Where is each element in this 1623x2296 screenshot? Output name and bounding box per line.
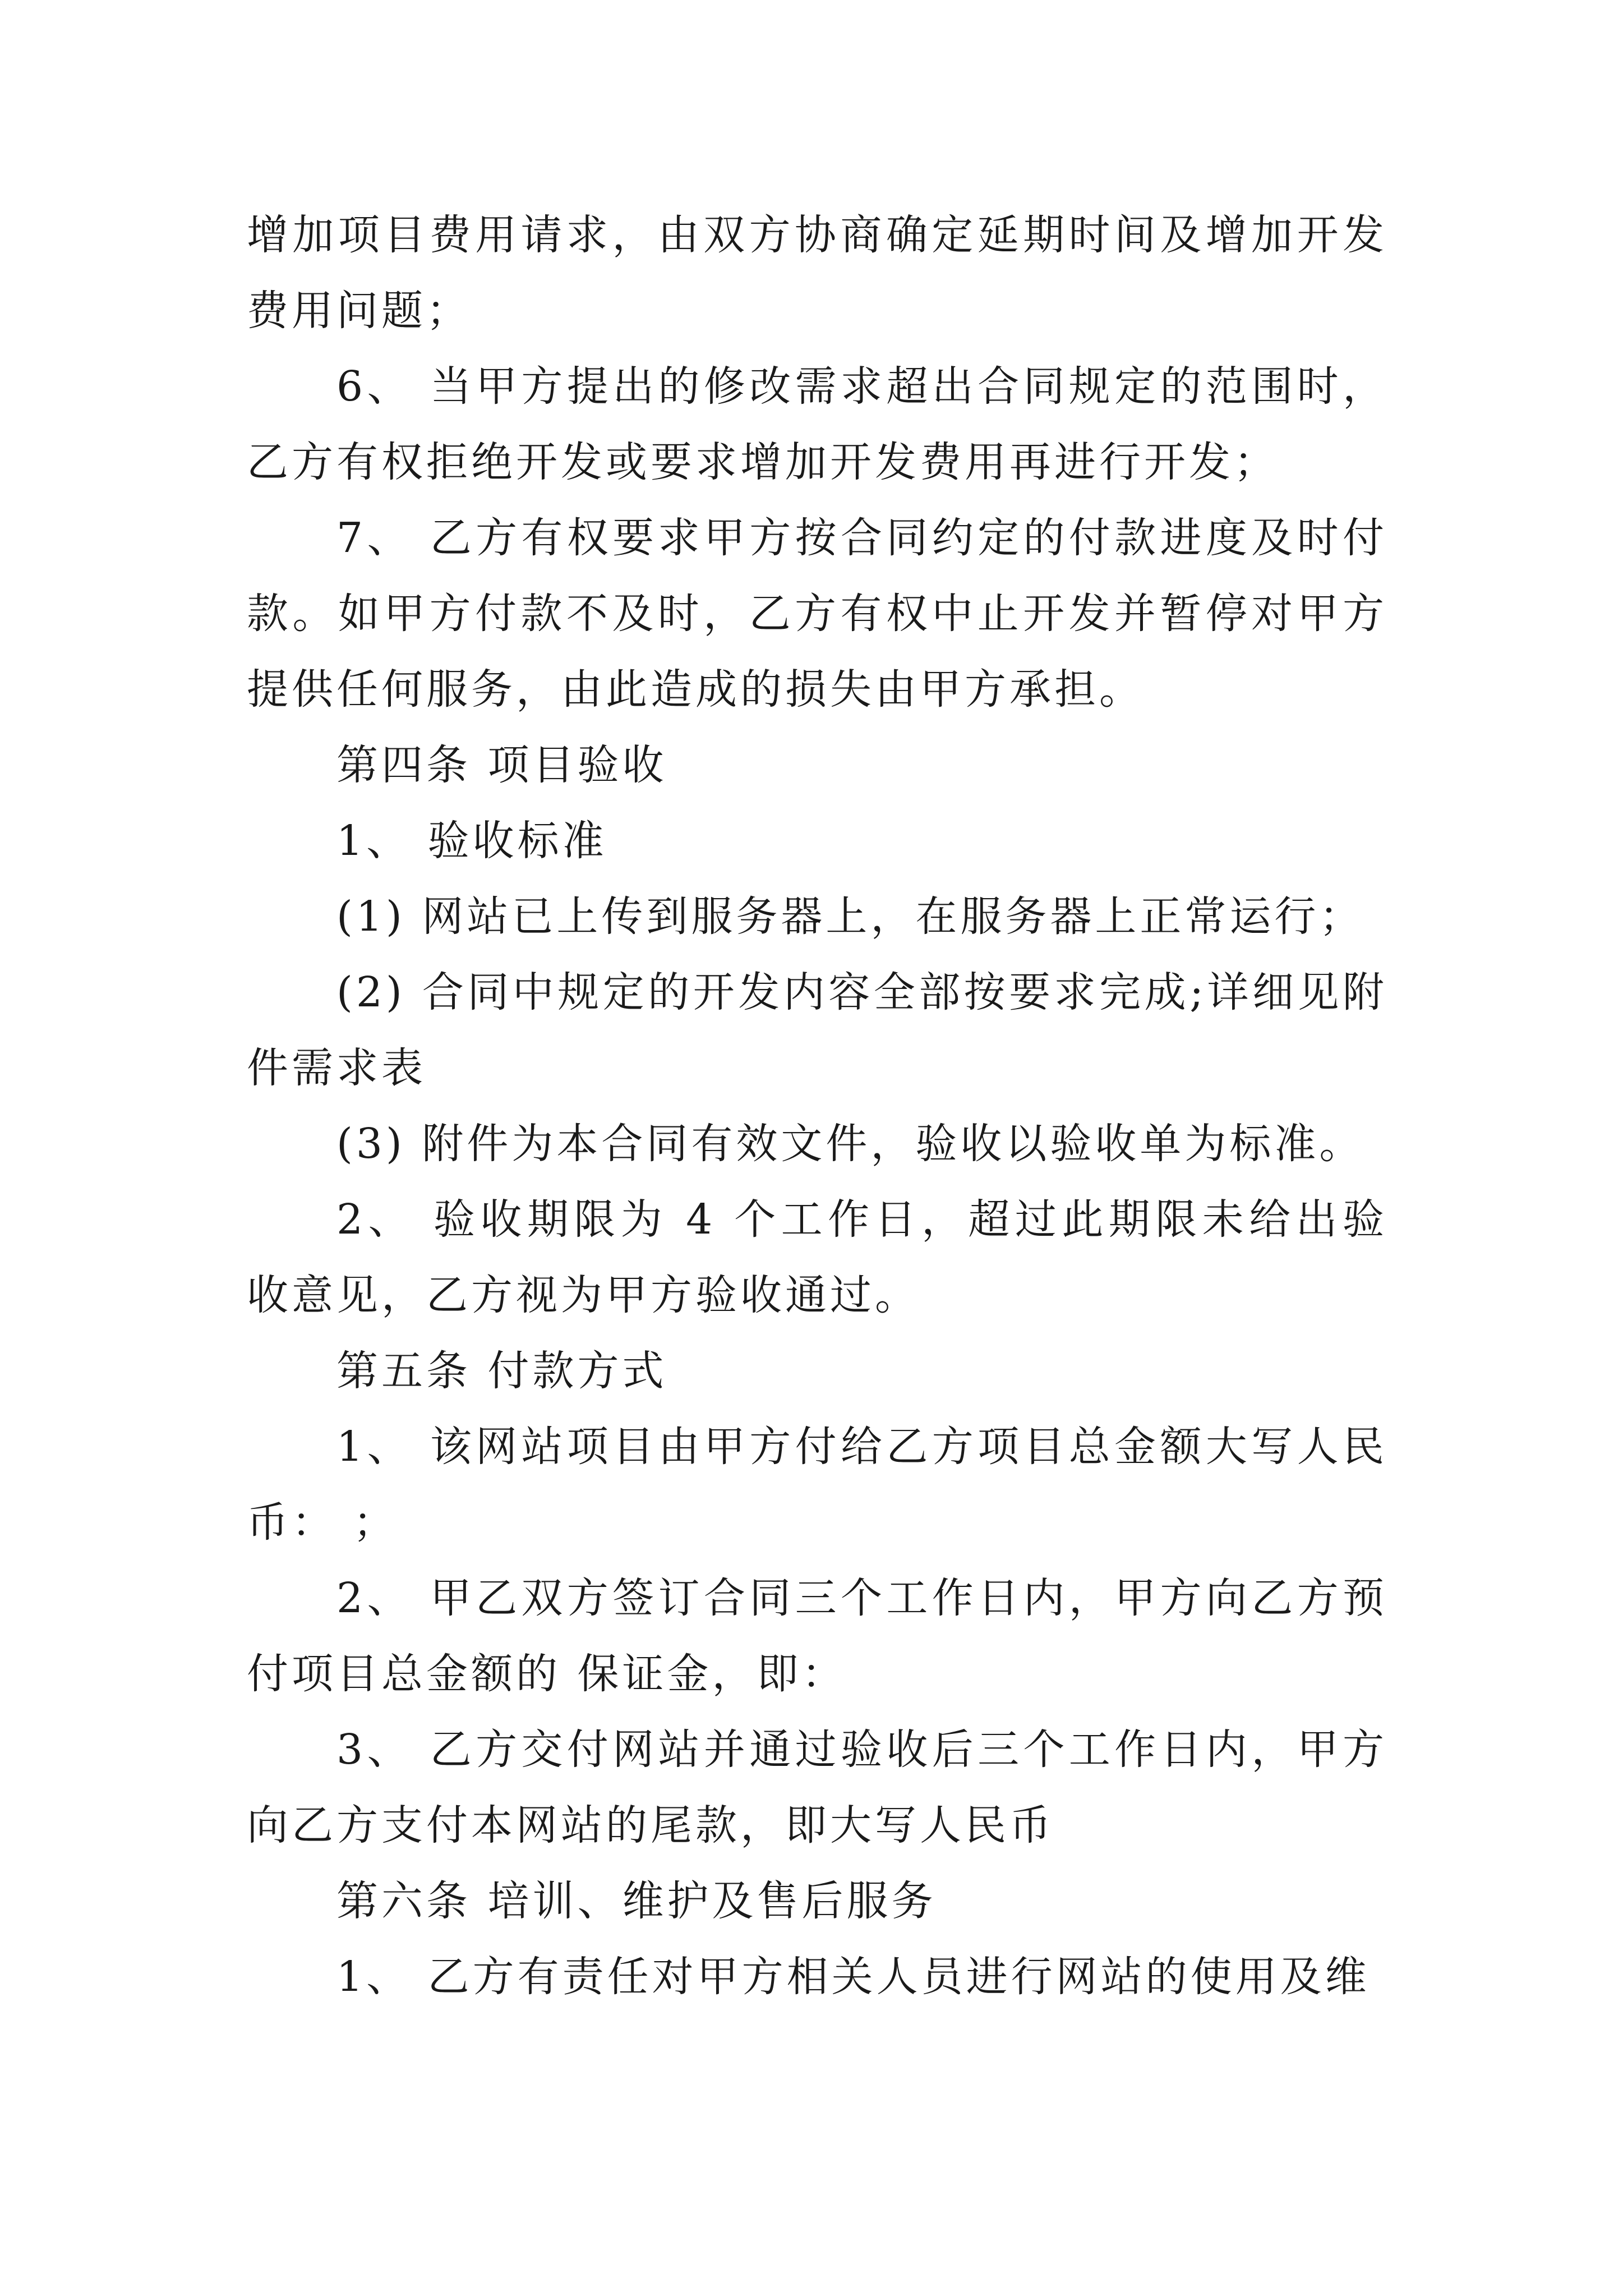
article-6-heading: 第六条 培训、维护及售后服务 [336, 1877, 937, 1925]
paragraph-continuation: 增加项目费用请求，由双方协商确定延期时间及增加开发费用问题； [247, 211, 1387, 335]
acceptance-sub-item-2: (2) 合同中规定的开发内容全部按要求完成;详细见附件需求表 [247, 968, 1387, 1092]
acceptance-standard-item: 1、 验收标准 [336, 817, 607, 865]
training-item-1: 1、 乙方有责任对甲方相关人员进行网站的使用及维 [336, 1953, 1370, 2001]
payment-item-2: 2、 甲乙双方签订合同三个工作日内，甲方向乙方预付项目总金额的 保证金，即： [247, 1574, 1387, 1698]
acceptance-period-item: 2、 验收期限为 4 个工作日，超过此期限未给出验收意见，乙方视为甲方验收通过。 [247, 1195, 1387, 1319]
acceptance-sub-item-1: (1) 网站已上传到服务器上，在服务器上正常运行； [336, 892, 1364, 941]
contract-text-body [247, 197, 1387, 2015]
clause-6-paragraph: 6、 当甲方提出的修改需求超出合同规定的范围时，乙方有权拒绝开发或要求增加开发费用再进行开发； [247, 362, 1387, 486]
acceptance-sub-item-3: (3) 附件为本合同有效文件，验收以验收单为标准。 [336, 1120, 1364, 1168]
clause-7-paragraph: 7、 乙方有权要求甲方按合同约定的付款进度及时付款。如甲方付款不及时，乙方有权中止开发并暂停对甲方提供任何服务，由此造成的损失由甲方承担。 [247, 514, 1387, 714]
article-5-heading: 第五条 付款方式 [336, 1347, 667, 1395]
article-4-heading: 第四条 项目验收 [336, 741, 667, 789]
payment-item-3: 3、 乙方交付网站并通过验收后三个工作日内，甲方向乙方支付本网站的尾款，即大写人民币 [247, 1726, 1387, 1849]
payment-item-1: 1、 该网站项目由甲方付给乙方项目总金额大写人民币： ； [247, 1423, 1387, 1547]
